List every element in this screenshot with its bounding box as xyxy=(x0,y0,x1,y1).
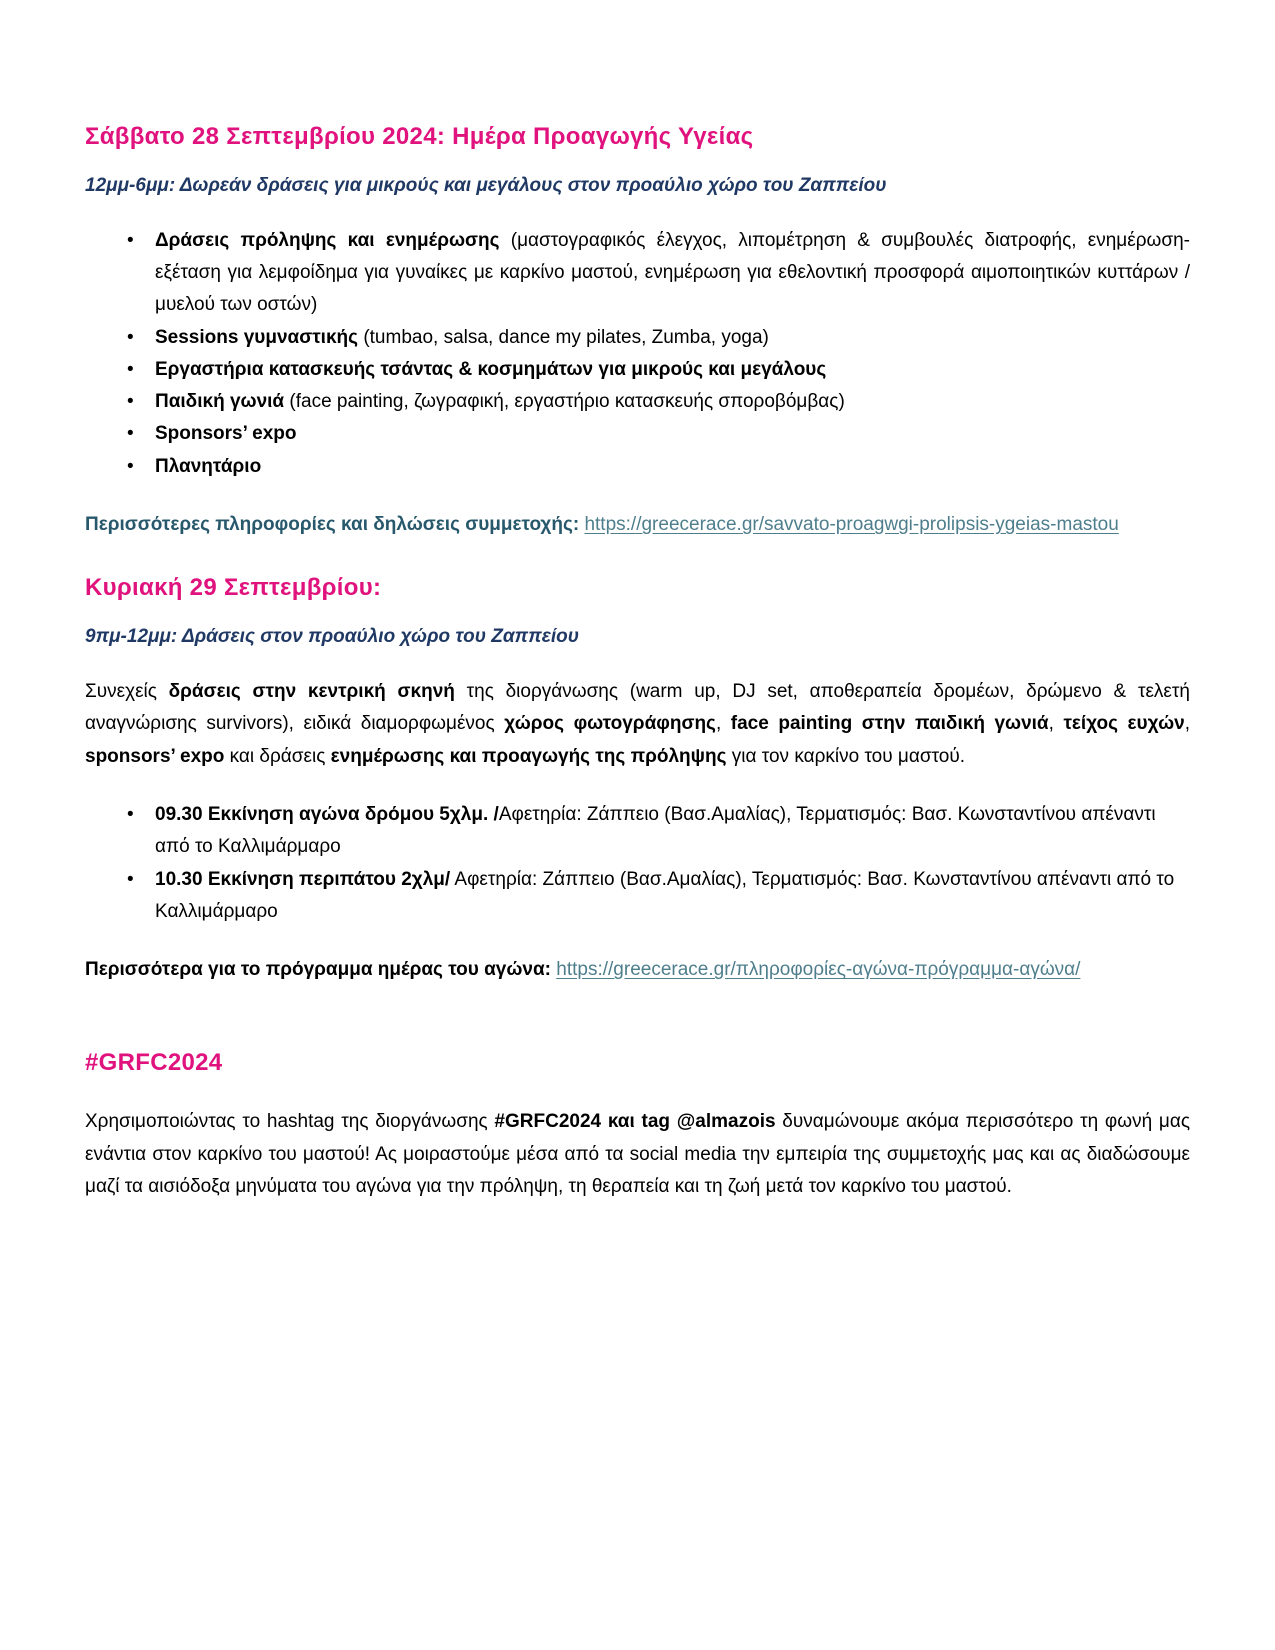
text-segment: της διοργάνωσης (warm up, DJ set, αποθεραπεία δρομέων, δρώμενο & τελετή αναγνώρισης survivors), ειδικά διαμορφωμένος xyxy=(85,681,1190,735)
text-segment: Συνεχείς xyxy=(85,681,169,703)
list-item xyxy=(155,418,1190,450)
bold-text-segment: Sponsors’ expo xyxy=(155,423,297,445)
bold-text-segment: χώρος φωτογράφησης xyxy=(504,713,716,735)
list-item xyxy=(155,322,1190,354)
text-segment: και δράσεις xyxy=(224,745,331,767)
sunday-subheading: 9πμ-12μμ: Δράσεις στον προαύλιο χώρο του Ζαππείου xyxy=(85,626,579,648)
text-segment: , xyxy=(1184,713,1191,735)
list-item xyxy=(155,799,1190,864)
list-item xyxy=(155,354,1190,386)
text-segment: (tumbao, salsa, dance my pilates, Zumba, yoga) xyxy=(363,326,769,348)
sunday-more-info-link[interactable]: https://greecerace.gr/πληροφορίες-αγώνα-πρόγραμμα-αγώνα/ xyxy=(556,959,1081,981)
list-item xyxy=(155,864,1190,929)
bold-text-segment: Δράσεις πρόληψης και ενημέρωσης xyxy=(155,229,511,251)
sunday-more-info xyxy=(85,954,1190,986)
bold-text-segment: sponsors’ expo xyxy=(85,745,225,767)
bold-text-segment: Sessions γυμναστικής xyxy=(155,326,364,348)
text-segment: , xyxy=(1048,713,1064,735)
text-segment: (face painting, ζωγραφική, εργαστήριο κατασκευής σποροβόμβας) xyxy=(289,391,845,413)
sunday-intro-paragraph xyxy=(85,676,1190,773)
bold-text-segment: Εργαστήρια κατασκευής τσάντας & κοσμημάτων για μικρούς και μεγάλους xyxy=(155,358,827,380)
saturday-heading: Σάββατο 28 Σεπτεμβρίου 2024: Ημέρα Προαγωγής Υγείας xyxy=(85,123,754,150)
bold-text-segment: 10.30 Εκκίνηση περιπάτου 2χλμ/ xyxy=(155,868,451,890)
saturday-more-info-link[interactable]: https://greecerace.gr/savvato-proagwgi-prolipsis-ygeias-mastou xyxy=(584,514,1119,536)
sunday-more-info-label: Περισσότερα για το πρόγραμμα ημέρας του αγώνα: xyxy=(85,959,557,981)
sunday-schedule-list xyxy=(85,799,1190,928)
text-segment: Αφετηρία: Ζάππειο (Βασ.Αμαλίας), Τερματισμός: Βασ. Κωνσταντίνου απέναντι από το Καλλιμάρμαρο xyxy=(155,803,1156,858)
saturday-activities-list xyxy=(85,225,1190,483)
list-item xyxy=(155,451,1190,483)
saturday-more-info-label: Περισσότερες πληροφορίες και δηλώσεις συμμετοχής: xyxy=(85,514,585,536)
bold-text-segment: δράσεις στην κεντρική σκηνή xyxy=(168,681,455,703)
bold-text-segment: #GRFC2024 και tag @almazois xyxy=(494,1111,776,1133)
hashtag-paragraph xyxy=(85,1106,1190,1203)
text-segment: Χρησιμοποιώντας το hashtag της διοργάνωσης xyxy=(85,1111,495,1133)
text-segment: δυναμώνουμε ακόμα περισσότερο τη φωνή μας ενάντια στον καρκίνο του μαστού! Ας μοιραστούμε μέσα από τα social media την εμπειρία της συμμετοχής μας και ας διαδώσουμε μαζί τα αισιόδοξα μηνύματα του αγώνα για την πρόληψη, τη θεραπεία και τη ζωή μετά τον καρκίνο του μαστού. xyxy=(85,1111,1190,1198)
bold-text-segment: ενημέρωσης και προαγωγής της πρόληψης xyxy=(330,745,727,767)
section-saturday xyxy=(85,122,1190,541)
list-item xyxy=(155,225,1190,322)
text-segment: , xyxy=(715,713,731,735)
bold-text-segment: τείχος ευχών xyxy=(1063,713,1185,735)
hashtag-heading: #GRFC2024 xyxy=(85,1049,223,1077)
text-segment: Αφετηρία: Ζάππειο (Βασ.Αμαλίας), Τερματισμός: Βασ. Κωνσταντίνου απέναντι από το Καλλιμάρμαρο xyxy=(155,868,1175,922)
section-hashtag xyxy=(85,1048,1190,1203)
saturday-subheading: 12μμ-6μμ: Δωρεάν δράσεις για μικρούς και μεγάλους στον προαύλιο χώρο του Ζαππείου xyxy=(85,175,887,196)
sunday-heading: Κυριακή 29 Σεπτεμβρίου: xyxy=(85,574,382,602)
bold-text-segment: Πλανητάριο xyxy=(155,455,262,477)
text-segment: για τον καρκίνο του μαστού. xyxy=(726,745,966,767)
bold-text-segment: Παιδική γωνιά xyxy=(155,391,290,413)
text-segment: (μαστογραφικός έλεγχος, λιπομέτρηση & συμβουλές διατροφής, ενημέρωση-εξέταση για λεμφοίδημα για γυναίκες με καρκίνο μαστού, ενημέρωση για εθελοντική προσφορά αιμοποιητικών κυττάρων / μυελού των οστών) xyxy=(155,229,1190,316)
saturday-more-info xyxy=(85,509,1190,541)
bold-text-segment: 09.30 Εκκίνηση αγώνα δρόμου 5χλμ. / xyxy=(155,803,499,825)
section-sunday xyxy=(85,573,1190,986)
bold-text-segment: face painting στην παιδική γωνιά xyxy=(730,713,1049,735)
list-item xyxy=(155,386,1190,418)
